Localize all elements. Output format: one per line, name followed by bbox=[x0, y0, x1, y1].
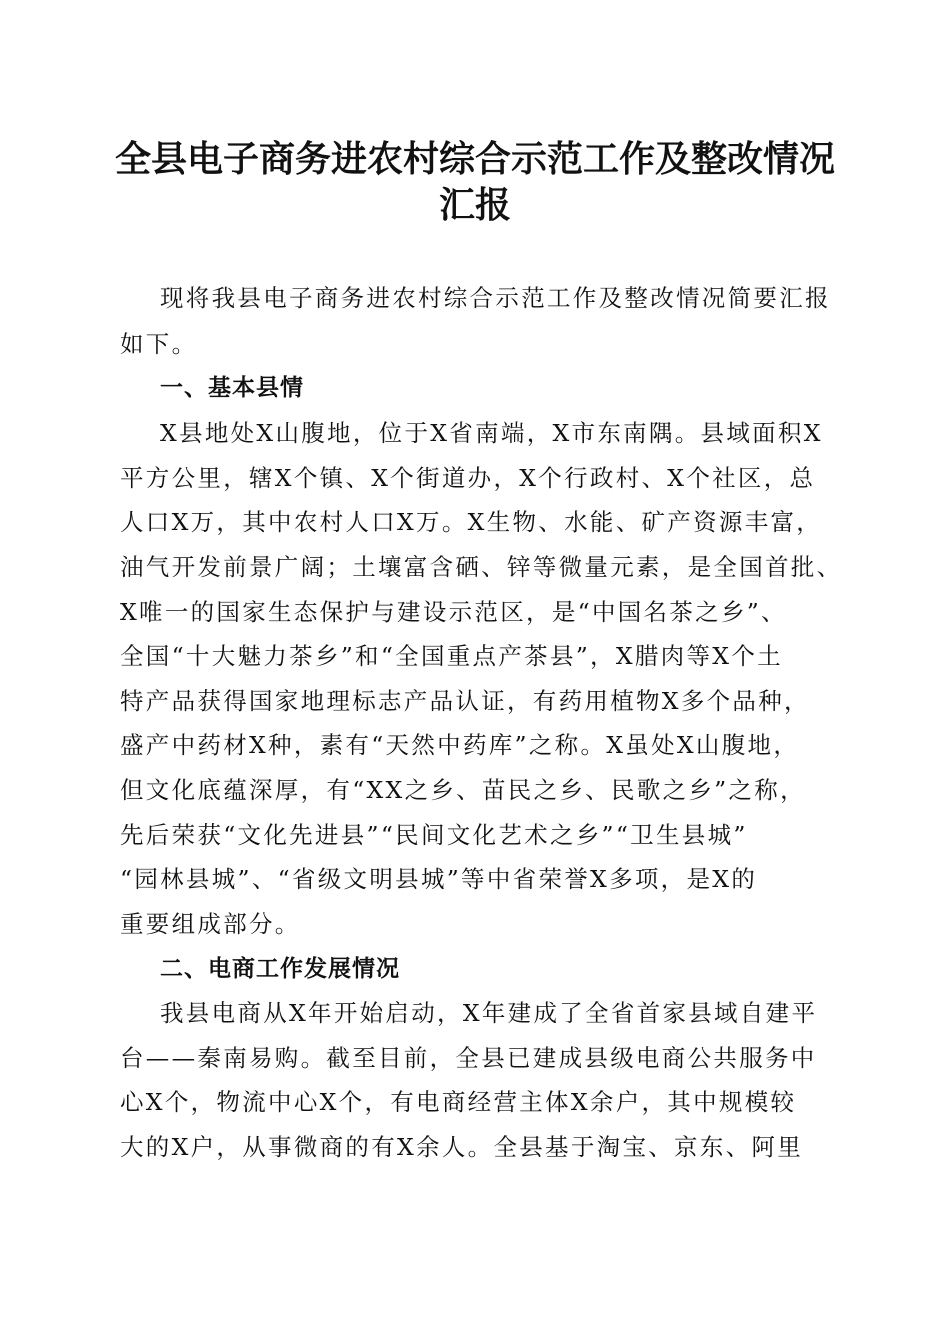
intro-line-1: 现将我县电子商务进农村综合示范工作及整改情况简要汇报 bbox=[160, 284, 831, 312]
section-2-line-3: 心X个，物流中心X个，有电商经营主体X余户，其中规模较 bbox=[120, 1088, 797, 1116]
section-1-line-2: 平方公里，辖X个镇、X个街道办，X个行政村、X个社区，总 bbox=[120, 464, 816, 492]
section-1-line-12: 重要组成部分。 bbox=[120, 910, 301, 938]
section-1-line-10: 先后荣获“文化先进县”“民间文化艺术之乡”“卫生县城” bbox=[120, 821, 748, 849]
intro-line-2: 如下。 bbox=[120, 330, 198, 358]
section-2-line-4: 大的X户，从事微商的有X余人。全县基于淘宝、京东、阿里 bbox=[120, 1133, 804, 1161]
section-1-line-3: 人口X万，其中农村人口X万。X生物、水能、矿产资源丰富， bbox=[120, 508, 823, 536]
section-1-heading: 一、基本县情 bbox=[160, 375, 304, 401]
section-1-line-9: 但文化底蕴深厚，有“XX之乡、苗民之乡、民歌之乡”之称， bbox=[120, 776, 806, 804]
section-1-line-4: 油气开发前景广阔；土壤富含硒、锌等微量元素，是全国首批、 bbox=[120, 553, 843, 581]
section-1-line-5: X唯一的国家生态保护与建设示范区，是“中国名茶之乡”、 bbox=[120, 598, 787, 626]
document-title-line-2: 汇报 bbox=[438, 184, 511, 226]
section-2-line-2: 台——秦南易购。截至目前，全县已建成县级电商公共服务中 bbox=[120, 1044, 817, 1072]
section-1-line-8: 盛产中药材X种，素有“天然中药库”之称。X虽处X山腹地， bbox=[120, 731, 800, 759]
section-1-line-11: “园林县城”、“省级文明县城”等中省荣誉X多项，是X的 bbox=[120, 865, 758, 893]
section-2-line-1: 我县电商从X年开始启动，X年建成了全省首家县域自建平 bbox=[160, 999, 818, 1027]
section-1-line-6: 全国“十大魅力茶乡”和“全国重点产茶县”，X腊肉等X个土 bbox=[120, 642, 783, 670]
section-2-heading: 二、电商工作发展情况 bbox=[160, 956, 400, 982]
section-1-line-7: 特产品获得国家地理标志产品认证，有药用植物X多个品种， bbox=[120, 687, 810, 715]
section-1-line-1: X县地处X山腹地，位于X省南端，X市东南隅。县域面积X bbox=[160, 419, 823, 447]
document-title-line-1: 全县电子商务进农村综合示范工作及整改情况 bbox=[114, 138, 835, 180]
